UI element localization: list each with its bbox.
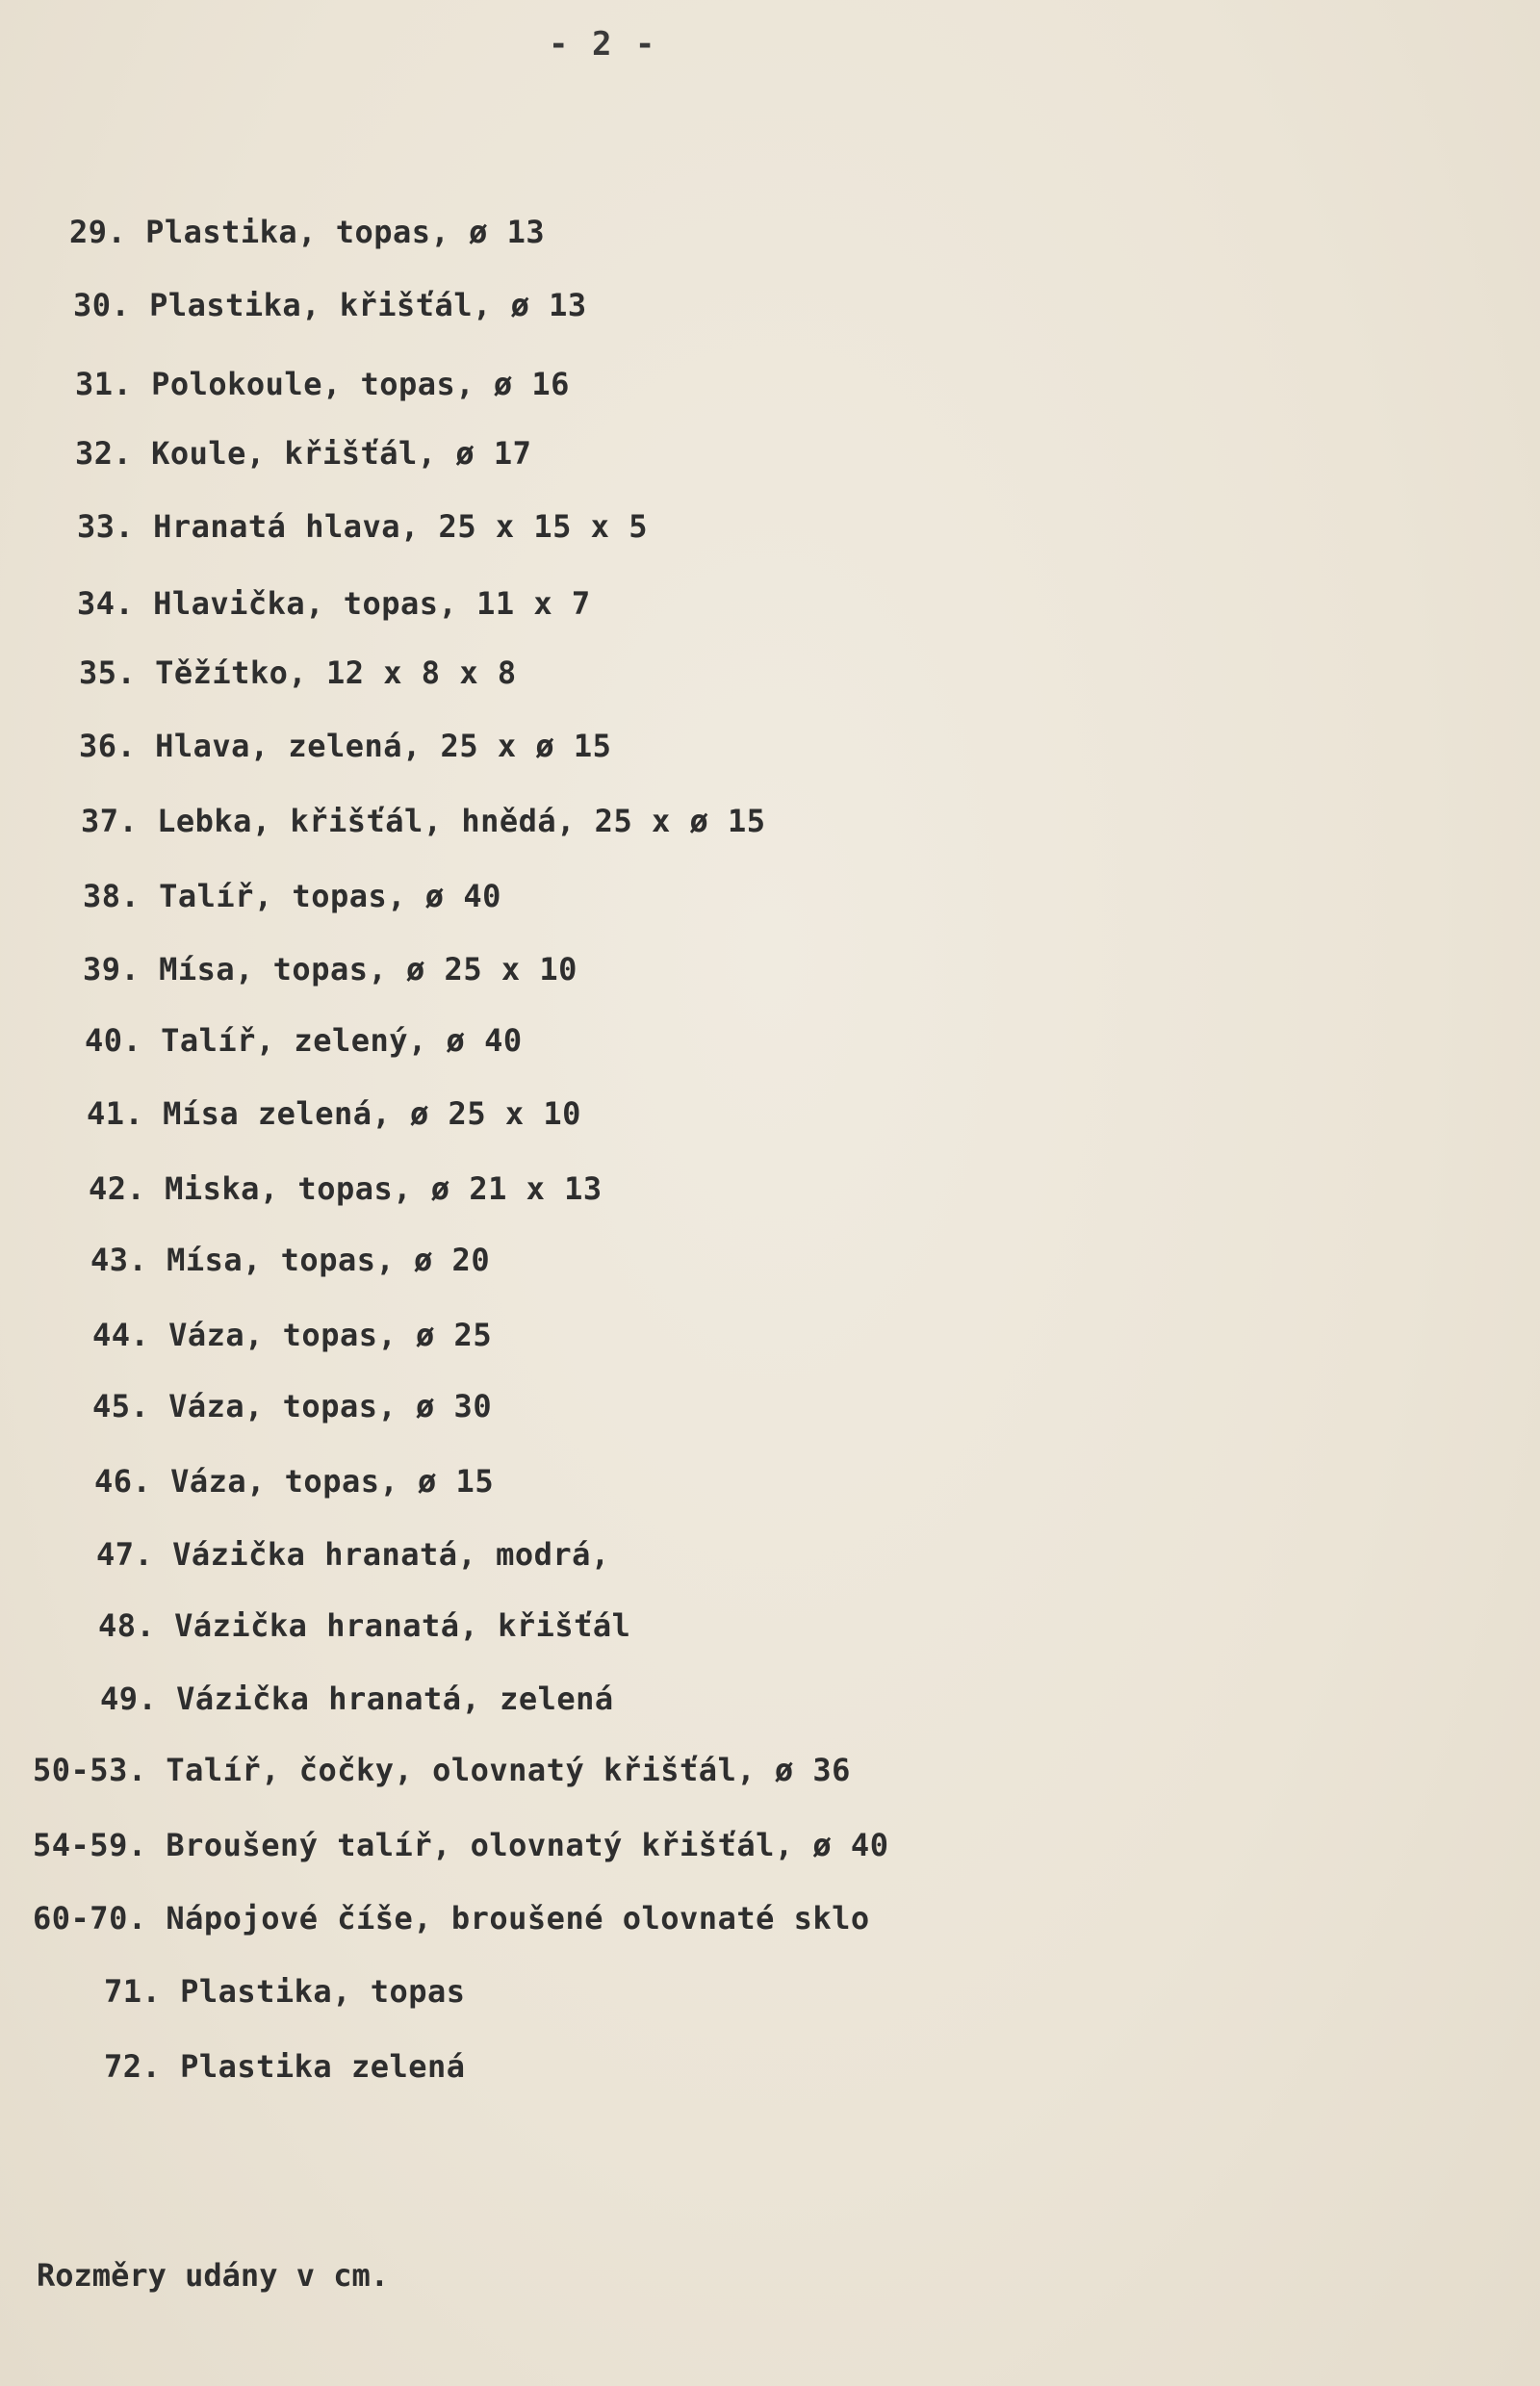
item-text: Talíř, čočky, olovnatý křišťál, ø 36 — [166, 1752, 851, 1788]
item-text: Vázička hranatá, křišťál — [174, 1607, 631, 1644]
item-text: Miska, topas, ø 21 x 13 — [165, 1170, 603, 1207]
list-item — [89, 1170, 603, 1228]
item-number: 42. — [89, 1170, 146, 1207]
item-number: 31. — [75, 366, 133, 402]
item-text: Těžítko, 12 x 8 x 8 — [155, 654, 517, 691]
item-number: 43. — [90, 1242, 148, 1278]
item-number: 47. — [96, 1536, 154, 1573]
item-number: 41. — [87, 1095, 144, 1132]
list-item — [33, 1752, 851, 1809]
item-number: 44. — [92, 1317, 150, 1353]
list-item — [83, 878, 501, 936]
item-number: 54-59. — [33, 1827, 147, 1863]
item-text: Váza, topas, ø 25 — [168, 1317, 493, 1353]
list-item — [33, 1827, 888, 1885]
list-item — [90, 1242, 490, 1299]
item-number: 36. — [79, 728, 137, 764]
item-text: Plastika, topas — [180, 1973, 466, 2010]
item-number: 72. — [104, 2048, 162, 2085]
item-text: Váza, topas, ø 15 — [170, 1463, 495, 1500]
page-number: - 2 - — [549, 25, 657, 64]
item-text: Hlava, zelená, 25 x ø 15 — [155, 728, 612, 764]
list-item — [73, 287, 587, 345]
item-text: Hlavička, topas, 11 x 7 — [153, 585, 591, 622]
item-text: Talíř, topas, ø 40 — [159, 878, 501, 914]
list-item — [83, 951, 578, 1009]
list-item — [104, 1973, 466, 2031]
list-item — [33, 1900, 870, 1958]
item-text: Mísa zelená, ø 25 x 10 — [163, 1095, 581, 1132]
item-text: Vázička hranatá, zelená — [176, 1680, 614, 1717]
item-number: 29. — [69, 214, 127, 250]
item-text: Koule, křišťál, ø 17 — [151, 435, 532, 472]
list-item — [75, 366, 570, 423]
item-number: 37. — [81, 803, 139, 839]
item-text: Nápojové číše, broušené olovnaté sklo — [166, 1900, 870, 1937]
item-number: 46. — [94, 1463, 152, 1500]
item-text: Mísa, topas, ø 20 — [167, 1242, 491, 1278]
list-item — [69, 214, 545, 271]
item-number: 32. — [75, 435, 133, 472]
list-item — [75, 435, 531, 493]
item-number: 30. — [73, 287, 131, 323]
list-item — [81, 803, 766, 860]
item-text: Vázička hranatá, modrá, — [172, 1536, 610, 1573]
item-text: Polokoule, topas, ø 16 — [151, 366, 570, 402]
item-number: 40. — [85, 1022, 142, 1059]
item-number: 34. — [77, 585, 135, 622]
dimensions-note: Rozměry udány v cm. — [37, 2257, 390, 2294]
list-item — [96, 1536, 610, 1594]
item-text: Broušený talíř, olovnatý křišťál, ø 40 — [166, 1827, 889, 1863]
item-number: 45. — [92, 1388, 150, 1424]
list-item — [100, 1680, 614, 1738]
item-number: 39. — [83, 951, 141, 988]
list-item — [79, 654, 517, 712]
list-item — [98, 1607, 630, 1665]
list-item — [92, 1388, 492, 1446]
item-number: 38. — [83, 878, 141, 914]
item-text: Talíř, zelený, ø 40 — [161, 1022, 523, 1059]
list-item — [94, 1463, 494, 1521]
item-number: 71. — [104, 1973, 162, 2010]
item-number: 50-53. — [33, 1752, 147, 1788]
item-number: 35. — [79, 654, 137, 691]
item-text: Lebka, křišťál, hnědá, 25 x ø 15 — [157, 803, 766, 839]
item-number: 60-70. — [33, 1900, 147, 1937]
item-text: Hranatá hlava, 25 x 15 x 5 — [153, 508, 648, 545]
item-text: Váza, topas, ø 30 — [168, 1388, 493, 1424]
item-text: Plastika, křišťál, ø 13 — [149, 287, 587, 323]
list-item — [77, 508, 648, 566]
list-item — [77, 585, 591, 643]
list-item — [79, 728, 611, 785]
item-number: 49. — [100, 1680, 158, 1717]
list-item — [92, 1317, 492, 1374]
item-text: Plastika, topas, ø 13 — [145, 214, 546, 250]
list-item — [87, 1095, 581, 1153]
item-text: Mísa, topas, ø 25 x 10 — [159, 951, 578, 988]
list-item — [104, 2048, 466, 2106]
list-item — [85, 1022, 523, 1080]
item-number: 33. — [77, 508, 135, 545]
item-number: 48. — [98, 1607, 156, 1644]
item-text: Plastika zelená — [180, 2048, 466, 2085]
